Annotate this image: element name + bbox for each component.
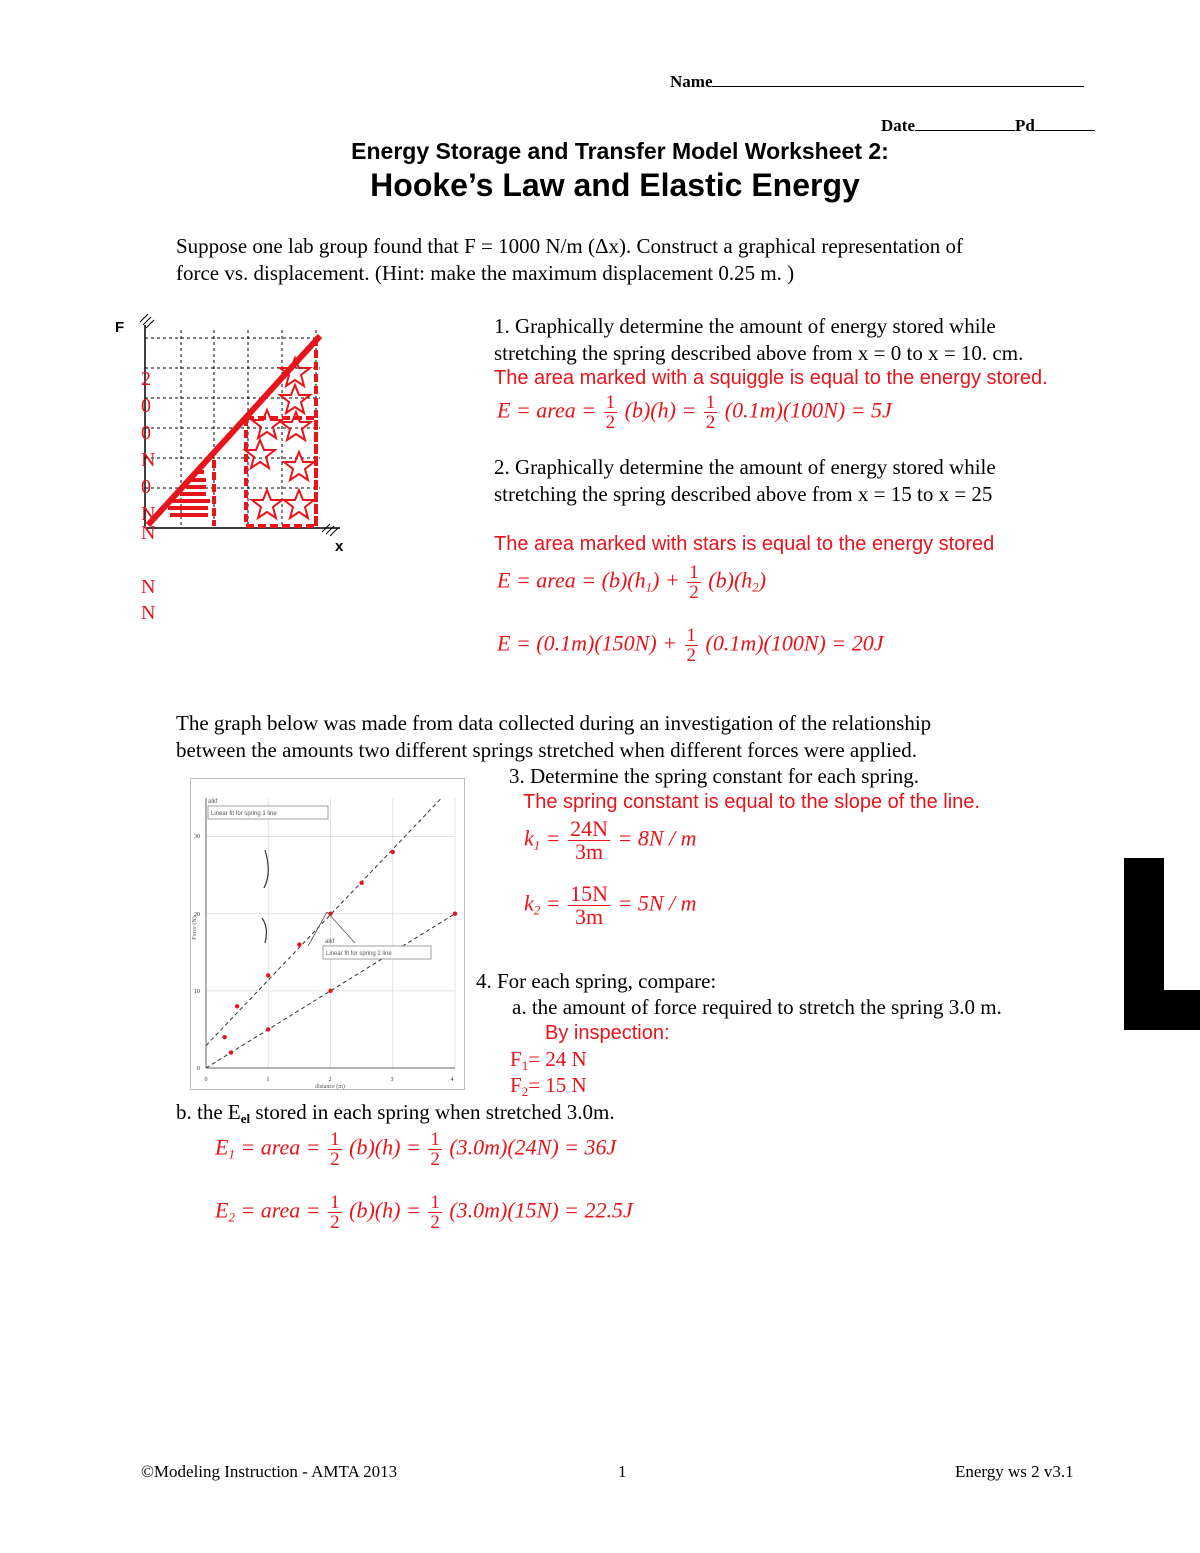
e2-equation — [215, 1193, 633, 1232]
q4-f2 — [510, 1073, 587, 1100]
graph1-side-labels — [141, 574, 155, 626]
f2-value: = 15 N — [528, 1073, 587, 1097]
graph1-tick-label: 2 — [141, 368, 151, 390]
e1-right: (3.0m)(24N) = 36J — [449, 1134, 617, 1160]
q2-frac-num: 1 — [686, 625, 696, 646]
intro-paragraph — [176, 233, 963, 287]
date-blank[interactable] — [915, 114, 1015, 131]
q2-equation-2 — [497, 626, 883, 665]
data-point-spring-1 — [359, 881, 363, 885]
q2-answer: The area marked with stars is equal to the energy stored — [494, 533, 995, 555]
q2-eq1-mid: ) + — [652, 567, 680, 593]
footer-copyright: ©Modeling Instruction - AMTA 2013 — [141, 1462, 398, 1481]
date-label: Date — [881, 116, 915, 135]
spring-data-graph — [190, 778, 465, 1090]
e1-mid: (b)(h) = — [349, 1134, 421, 1160]
q2-eq1-left: E = area = (b)(h — [497, 567, 646, 593]
name-field[interactable] — [670, 70, 1084, 92]
graph2-frame — [191, 779, 465, 1090]
footer-page-number: 1 — [618, 1462, 627, 1481]
f1-label: F — [510, 1047, 522, 1071]
e2-sub: 2 — [228, 1209, 235, 1225]
y-tick-label: 10 — [194, 989, 200, 995]
graph1-tick-label: 0 — [141, 422, 151, 444]
k1-den: 3m — [575, 839, 604, 864]
e2-frac-den: 2 — [330, 1212, 340, 1233]
k2-den: 3m — [575, 904, 604, 929]
pd-label: Pd — [1014, 116, 1035, 135]
k2-frac — [568, 883, 610, 928]
q2-eq2-right: (0.1m)(100N) = 20J — [705, 630, 884, 656]
data-point-spring-2 — [229, 1050, 233, 1054]
q4-line-b-post: stored in each spring when stretched 3.0m. — [250, 1100, 615, 1124]
f1-sub: 1 — [521, 1058, 529, 1073]
q4-inspection: By inspection: — [545, 1022, 670, 1044]
graph1-tick-label: 0 — [141, 476, 151, 498]
q4-line-1: 4. For each spring, compare: — [476, 969, 717, 993]
q1-frac-2 — [704, 393, 718, 432]
k2-sub: 2 — [533, 902, 541, 918]
data-point-spring-1 — [297, 942, 301, 946]
e1-frac-num: 1 — [330, 1129, 340, 1150]
q2-equation-1 — [497, 563, 766, 602]
k1-frac — [568, 818, 610, 863]
f2-sub: 2 — [521, 1084, 529, 1099]
name-label: Name — [670, 72, 713, 91]
q1-eq-right: (0.1m)(100N) = 5J — [724, 397, 892, 423]
x-tick-label: 0 — [204, 1077, 208, 1083]
force-line — [148, 336, 320, 525]
data-point-spring-1 — [222, 1035, 226, 1039]
e1-label: E — [215, 1134, 229, 1160]
k2-equation: $k_2$ = $\frac{15N}{3m}$ = 5N / m — [524, 881, 697, 929]
q2-frac-den: 2 — [689, 582, 699, 603]
name-blank[interactable] — [712, 70, 1084, 87]
q1-frac-num: 1 — [705, 392, 716, 413]
q2-eq1-right: (b)(h — [708, 567, 753, 593]
f2-label: F — [510, 1073, 522, 1097]
e2-label: E — [215, 1197, 229, 1223]
e2-frac — [328, 1193, 342, 1232]
q2-eq1-end: ) — [758, 567, 767, 593]
q2-eq2-left: E = (0.1m)(150N) + — [497, 630, 677, 656]
e2-frac-2 — [428, 1193, 442, 1232]
x-tick-label: 2 — [328, 1077, 332, 1083]
data-point-spring-1 — [391, 850, 395, 854]
date-period-field[interactable] — [881, 114, 1095, 136]
graph1-tick-label: N — [141, 449, 156, 471]
e2-frac-num: 1 — [430, 1192, 440, 1213]
data-point-spring-1 — [266, 973, 270, 977]
k1-num: 24N — [570, 816, 609, 841]
k1-sub: 1 — [533, 837, 541, 853]
e1-frac — [328, 1130, 342, 1169]
page-tab-marker-foot — [1124, 990, 1200, 1030]
legend-tag-1: alkf — [208, 799, 218, 805]
pd-blank[interactable] — [1035, 114, 1095, 131]
f1-value: = 24 N — [528, 1047, 587, 1071]
q1-line-1: 1. Graphically determine the amount of energy stored while — [494, 314, 996, 338]
e2-left: = area = — [240, 1197, 321, 1223]
data-point-spring-2 — [453, 912, 457, 916]
q1-line-2: stretching the spring described above from x = 0 to x = 10. cm. — [494, 341, 1024, 365]
e1-equation — [215, 1130, 616, 1169]
data-point-spring-2 — [328, 989, 332, 993]
e2-frac-num: 1 — [330, 1192, 340, 1213]
data-point-spring-2 — [266, 1027, 270, 1031]
q1-frac-den: 2 — [705, 412, 716, 433]
y-tick-label: 0 — [197, 1066, 200, 1072]
graph1-side-label: N — [141, 602, 156, 624]
legend-tag-2: alkf — [325, 939, 335, 945]
q2-line-2: stretching the spring described above from x = 15 to x = 25 — [494, 482, 993, 506]
e2-frac-den: 2 — [430, 1212, 440, 1233]
e1-frac-den: 2 — [330, 1149, 340, 1170]
question-1 — [494, 313, 1023, 367]
graph1-side-label: N — [141, 576, 156, 598]
e2-mid: (b)(h) = — [349, 1197, 421, 1223]
k2-result: = 5N / m — [617, 890, 697, 916]
intro-line-1: Suppose one lab group found that F = 1000 N/m (Δx). Construct a graphical representation of — [176, 234, 964, 258]
worksheet-subtitle: Hooke’s Law and Elastic Energy — [370, 167, 860, 203]
page-tab-marker-cutout — [1164, 858, 1200, 990]
q1-answer: The area marked with a squiggle is equal to the energy stored. — [494, 367, 1048, 389]
q2-eq1-sub2: 2 — [752, 579, 759, 595]
graph1-side-n: N — [141, 522, 156, 544]
e1-frac-num: 1 — [430, 1129, 440, 1150]
x-tick-label: 1 — [266, 1077, 270, 1083]
q2-eq1-frac — [687, 563, 701, 602]
q4-f1 — [510, 1047, 587, 1074]
graph1-tick-label: N — [141, 503, 156, 525]
x-tick-label: 4 — [450, 1077, 454, 1083]
q2-frac-den: 2 — [686, 645, 696, 666]
e1-sub: 1 — [228, 1146, 235, 1162]
q1-equation — [497, 393, 892, 432]
q2-eq2-frac — [685, 626, 699, 665]
k1-label: k — [524, 825, 534, 851]
q4-line-a: a. the amount of force required to stretch the spring 3.0 m. — [512, 995, 1002, 1019]
graph1-tick-label: 0 — [141, 395, 151, 417]
y-tick-label: 30 — [194, 834, 200, 840]
q1-eq-left: E = area = — [497, 397, 597, 423]
q1-frac-den: 2 — [605, 412, 616, 433]
k1-equation: $k_1$ = $\frac{24N}{3m}$ = 8N / m — [524, 816, 697, 864]
footer-version: Energy ws 2 v3.1 — [955, 1462, 1074, 1481]
q1-frac-num: 1 — [605, 392, 616, 413]
q2-line-1: 2. Graphically determine the amount of energy stored while — [494, 455, 996, 479]
intro-line-2: force vs. displacement. (Hint: make the maximum displacement 0.25 m. ) — [176, 261, 795, 285]
legend-text-1: Linear fit for spring 1 line — [211, 811, 277, 817]
q2-frac-num: 1 — [689, 562, 699, 583]
k1-result: = 8N / m — [617, 825, 697, 851]
graph1-x-axis-label: x — [335, 538, 344, 555]
q1-eq-mid: (b)(h) = — [624, 397, 697, 423]
e2-right: (3.0m)(15N) = 22.5J — [449, 1197, 633, 1223]
para2-line-1: The graph below was made from data collected during an investigation of the relationship — [176, 711, 932, 735]
k2-num: 15N — [570, 881, 609, 906]
graph1-tick-labels — [141, 366, 155, 528]
data-point-spring-1 — [235, 1004, 239, 1008]
q3-line-1: 3. Determine the spring constant for each spring. — [509, 764, 919, 788]
graph-description — [176, 710, 931, 764]
k2-label: k — [524, 890, 534, 916]
y-tick-label: 20 — [194, 912, 200, 918]
q4-line-b-pre: b. the E — [176, 1100, 241, 1124]
worksheet-title: Energy Storage and Transfer Model Worksheet 2: — [351, 138, 889, 164]
para2-line-2: between the amounts two different springs stretched when different forces were applied. — [176, 738, 917, 762]
e1-left: = area = — [240, 1134, 321, 1160]
e1-frac-2 — [428, 1130, 442, 1169]
q2-eq1-sub1: 1 — [645, 579, 653, 595]
e1-frac-den: 2 — [430, 1149, 440, 1170]
q1-frac — [604, 393, 618, 432]
x-tick-label: 3 — [390, 1077, 394, 1083]
legend-text-2: Linear fit for spring 2 line — [326, 951, 392, 957]
graph1-y-axis-label: F — [115, 319, 125, 336]
graph2-x-label: distance (m) — [315, 1084, 345, 1090]
q3-answer: The spring constant is equal to the slope of the line. — [523, 791, 980, 813]
question-2 — [494, 454, 996, 508]
q4-line-b — [176, 1100, 615, 1127]
q4-line-b-sub: el — [240, 1111, 251, 1126]
graph2-y-label: Force (N) — [192, 916, 198, 940]
